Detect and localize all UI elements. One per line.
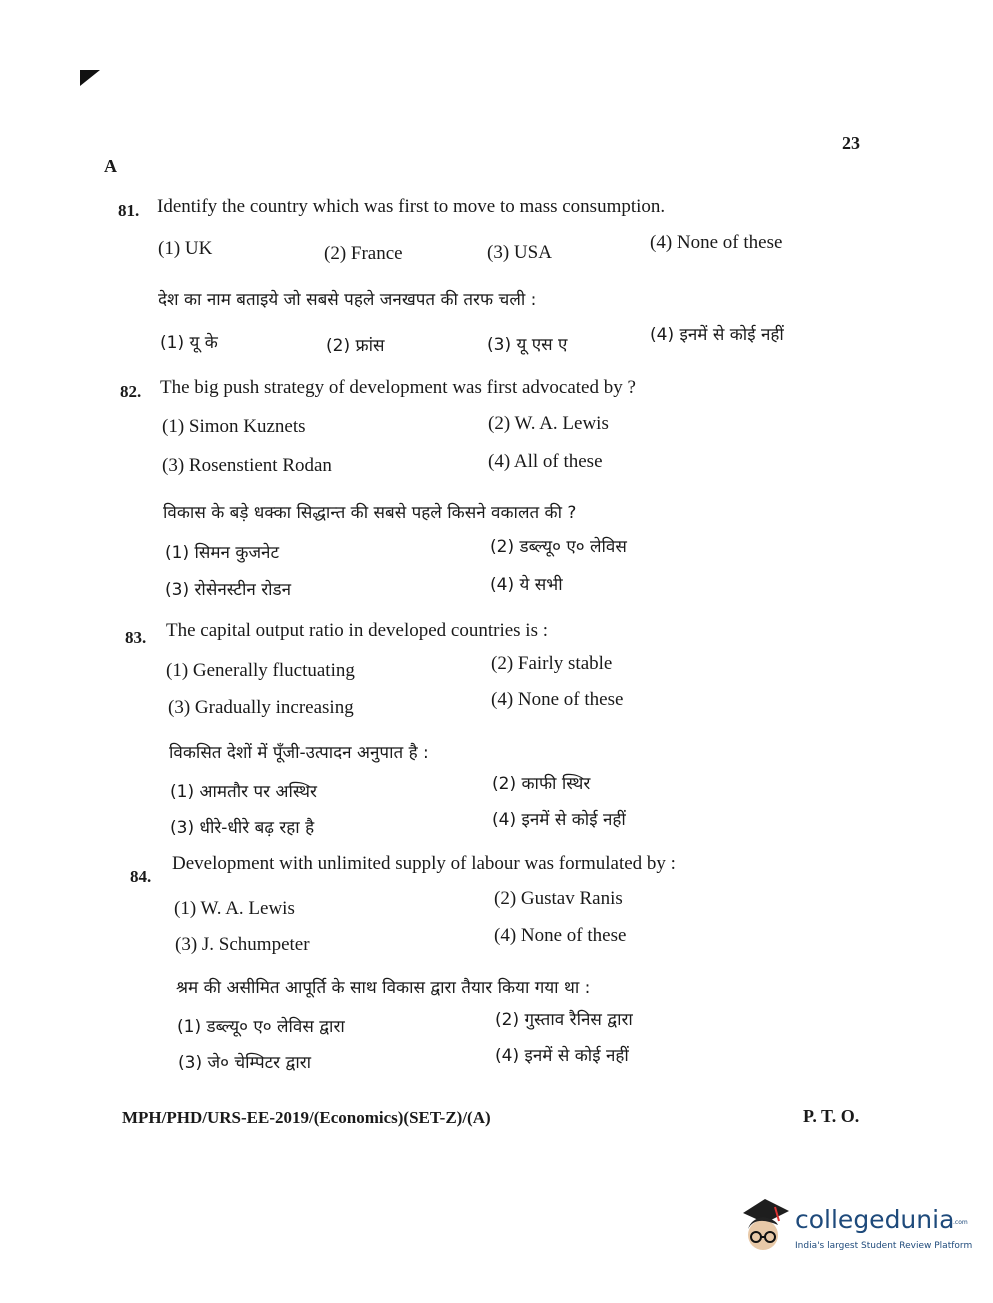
option-3-en: (3) Gradually increasing [168, 697, 354, 718]
question-text-en: Identify the country which was first to move to mass consumption. [157, 196, 666, 217]
question-text-hi: विकसित देशों में पूँजी-उत्पादन अनुपात है : [169, 743, 429, 763]
page-number: 23 [842, 133, 860, 153]
option-2-en: (2) Gustav Ranis [494, 888, 623, 909]
corner-mark [80, 70, 100, 86]
question-text-hi: देश का नाम बताइये जो सबसे पहले जनखपत की तरफ चली : [158, 290, 537, 310]
option-4-en: (4) None of these [650, 232, 783, 253]
question-text-hi: विकास के बड़े धक्का सिद्धान्त की सबसे पहले किसने वकालत की ? [163, 503, 577, 523]
option-3-hi: (3) धीरे-धीरे बढ़ रहा है [170, 818, 315, 838]
option-1-hi: (1) सिमन कुजनेट [165, 543, 280, 563]
option-2-hi: (2) गुस्ताव रैनिस द्वारा [495, 1010, 633, 1030]
option-4-hi: (4) ये सभी [490, 575, 563, 595]
option-3-hi: (3) यू एस ए [487, 335, 568, 355]
option-1-en: (1) UK [158, 238, 213, 259]
option-1-en: (1) Simon Kuznets [162, 416, 306, 437]
option-3-hi: (3) रोसेनस्टीन रोडन [165, 580, 292, 600]
option-2-en: (2) W. A. Lewis [488, 413, 609, 434]
option-2-en: (2) France [324, 243, 403, 264]
brand-tagline: India's largest Student Review Platform [795, 1241, 973, 1251]
option-4-en: (4) None of these [494, 925, 627, 946]
option-4-en: (4) All of these [488, 451, 603, 472]
pto-label: P. T. O. [803, 1106, 860, 1126]
question-number: 81. [118, 201, 140, 220]
option-3-en: (3) J. Schumpeter [175, 934, 310, 955]
option-3-hi: (3) जे० चेम्पिटर द्वारा [178, 1053, 312, 1073]
set-letter: A [104, 156, 117, 176]
question-text-en: Development with unlimited supply of labour was formulated by : [172, 853, 676, 874]
option-1-hi: (1) आमतौर पर अस्थिर [170, 782, 317, 802]
brand-name: collegedunia [795, 1205, 955, 1234]
question-text-hi: श्रम की असीमित आपूर्ति के साथ विकास द्वारा तैयार किया गया था : [176, 978, 591, 998]
option-2-en: (2) Fairly stable [491, 653, 613, 674]
option-3-en: (3) Rosenstient Rodan [162, 455, 332, 476]
option-2-hi: (2) फ्रांस [326, 336, 385, 356]
option-4-en: (4) None of these [491, 689, 624, 710]
question-number: 82. [120, 382, 142, 401]
paper-code: MPH/PHD/URS-EE-2019/(Economics)(SET-Z)/(A) [122, 1108, 491, 1127]
option-4-hi: (4) इनमें से कोई नहीं [495, 1046, 629, 1066]
option-2-hi: (2) काफी स्थिर [492, 774, 591, 794]
mascot-icon [735, 1193, 793, 1263]
question-number: 84. [130, 867, 152, 886]
option-4-hi: (4) इनमें से कोई नहीं [650, 325, 784, 345]
option-1-hi: (1) यू के [160, 333, 218, 353]
option-3-en: (3) USA [487, 242, 552, 263]
option-2-hi: (2) डब्ल्यू० ए० लेविस [490, 537, 627, 557]
option-1-en: (1) Generally fluctuating [166, 660, 355, 681]
option-4-hi: (4) इनमें से कोई नहीं [492, 810, 626, 830]
option-1-en: (1) W. A. Lewis [174, 898, 295, 919]
question-text-en: The capital output ratio in developed countries is : [166, 620, 549, 641]
brand-domain: .com [953, 1219, 968, 1226]
question-number: 83. [125, 628, 147, 647]
collegedunia-watermark [735, 1193, 973, 1263]
option-1-hi: (1) डब्ल्यू० ए० लेविस द्वारा [177, 1017, 345, 1037]
question-text-en: The big push strategy of development was first advocated by ? [160, 377, 636, 398]
